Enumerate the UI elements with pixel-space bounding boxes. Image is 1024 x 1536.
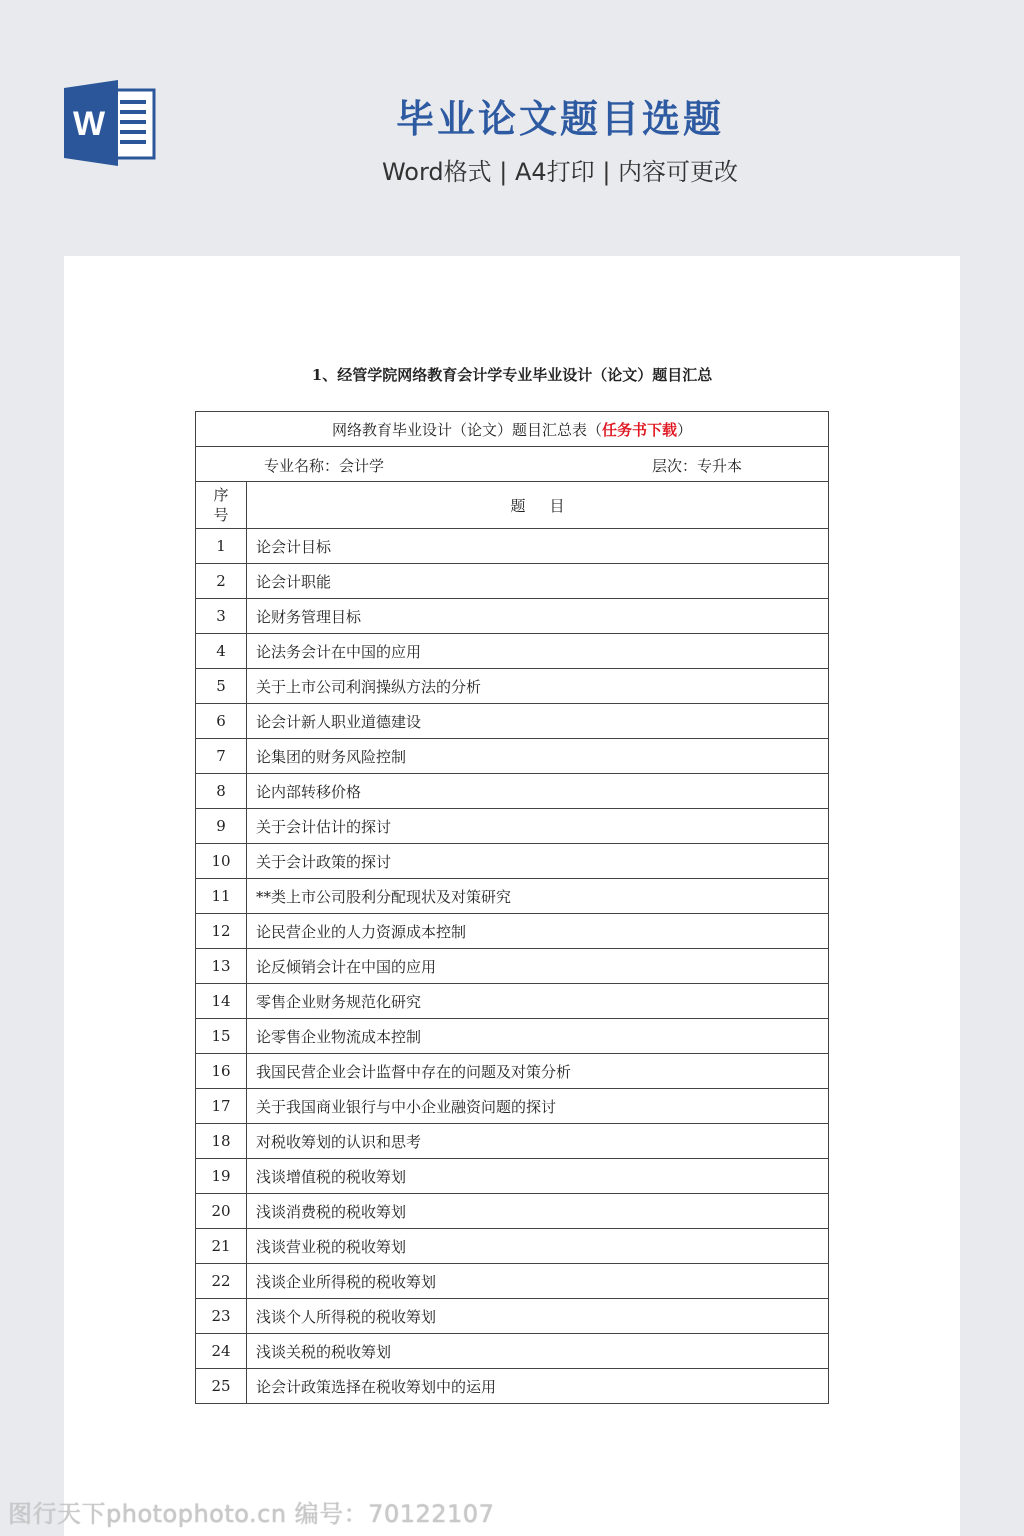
table-header-row bbox=[196, 482, 829, 529]
table-info-cell bbox=[196, 447, 829, 482]
header-topic-part2: 目 bbox=[549, 496, 565, 515]
row-number: 12 bbox=[196, 914, 247, 949]
row-topic: 浅谈增值税的税收筹划 bbox=[247, 1159, 829, 1194]
row-topic: 论集团的财务风险控制 bbox=[247, 739, 829, 774]
degree-level: 层次：专升本 bbox=[652, 457, 743, 475]
header-topic-part1: 题 bbox=[510, 496, 526, 515]
table-row bbox=[196, 774, 829, 809]
row-topic: 论财务管理目标 bbox=[247, 599, 829, 634]
table-row bbox=[196, 879, 829, 914]
row-number: 5 bbox=[196, 669, 247, 704]
table-caption-row bbox=[196, 412, 829, 447]
table-row bbox=[196, 844, 829, 879]
table-row bbox=[196, 1334, 829, 1369]
row-topic: 论民营企业的人力资源成本控制 bbox=[247, 914, 829, 949]
row-number: 19 bbox=[196, 1159, 247, 1194]
row-topic: 零售企业财务规范化研究 bbox=[247, 984, 829, 1019]
header-number-line1: 序 bbox=[213, 486, 229, 504]
row-topic: 关于我国商业银行与中小企业融资问题的探讨 bbox=[247, 1089, 829, 1124]
row-number: 24 bbox=[196, 1334, 247, 1369]
row-number: 13 bbox=[196, 949, 247, 984]
table-row bbox=[196, 949, 829, 984]
table-row bbox=[196, 809, 829, 844]
row-number: 4 bbox=[196, 634, 247, 669]
header-number-line2: 号 bbox=[213, 506, 229, 524]
row-number: 8 bbox=[196, 774, 247, 809]
word-logo-icon bbox=[64, 80, 156, 166]
table-row bbox=[196, 599, 829, 634]
table-row bbox=[196, 1089, 829, 1124]
row-number: 3 bbox=[196, 599, 247, 634]
row-number: 14 bbox=[196, 984, 247, 1019]
table-info-row bbox=[196, 447, 829, 482]
banner-subtitle: Word格式 | A4打印 | 内容可更改 bbox=[381, 158, 739, 186]
row-topic: 论会计新人职业道德建设 bbox=[247, 704, 829, 739]
row-topic: **类上市公司股利分配现状及对策研究 bbox=[247, 879, 829, 914]
major-name: 专业名称：会计学 bbox=[264, 457, 385, 475]
row-number: 11 bbox=[196, 879, 247, 914]
row-number: 16 bbox=[196, 1054, 247, 1089]
table-row bbox=[196, 1229, 829, 1264]
table-row bbox=[196, 529, 829, 564]
row-topic: 浅谈个人所得税的税收筹划 bbox=[247, 1299, 829, 1334]
row-topic: 论会计目标 bbox=[247, 529, 829, 564]
table-row bbox=[196, 914, 829, 949]
topics-table bbox=[195, 411, 829, 1404]
row-number: 21 bbox=[196, 1229, 247, 1264]
table-row bbox=[196, 1054, 829, 1089]
row-topic: 关于会计估计的探讨 bbox=[247, 809, 829, 844]
row-topic: 我国民营企业会计监督中存在的问题及对策分析 bbox=[247, 1054, 829, 1089]
row-number: 18 bbox=[196, 1124, 247, 1159]
task-book-download-link[interactable]: 任务书下载 bbox=[602, 420, 678, 439]
table-row bbox=[196, 564, 829, 599]
table-row bbox=[196, 1124, 829, 1159]
row-number: 23 bbox=[196, 1299, 247, 1334]
row-number: 22 bbox=[196, 1264, 247, 1299]
caption-prefix: 网络教育毕业设计（论文）题目汇总表（ bbox=[331, 420, 602, 439]
row-topic: 浅谈消费税的税收筹划 bbox=[247, 1194, 829, 1229]
row-number: 7 bbox=[196, 739, 247, 774]
row-topic: 关于上市公司利润操纵方法的分析 bbox=[247, 669, 829, 704]
table-row bbox=[196, 739, 829, 774]
table-row bbox=[196, 1369, 829, 1404]
table-row bbox=[196, 1299, 829, 1334]
row-topic: 论会计职能 bbox=[247, 564, 829, 599]
row-topic: 关于会计政策的探讨 bbox=[247, 844, 829, 879]
watermark: 图行天下photophoto.cn 编号：70122107 bbox=[8, 1500, 495, 1528]
table-row bbox=[196, 1019, 829, 1054]
header-number bbox=[196, 482, 247, 529]
row-topic: 论反倾销会计在中国的应用 bbox=[247, 949, 829, 984]
row-number: 10 bbox=[196, 844, 247, 879]
row-topic: 浅谈营业税的税收筹划 bbox=[247, 1229, 829, 1264]
table-row bbox=[196, 984, 829, 1019]
table-row bbox=[196, 704, 829, 739]
row-topic: 论会计政策选择在税收筹划中的运用 bbox=[247, 1369, 829, 1404]
document-heading: 1、经管学院网络教育会计学专业毕业设计（论文）题目汇总 bbox=[311, 366, 713, 384]
row-number: 25 bbox=[196, 1369, 247, 1404]
row-topic: 论法务会计在中国的应用 bbox=[247, 634, 829, 669]
row-topic: 浅谈企业所得税的税收筹划 bbox=[247, 1264, 829, 1299]
row-number: 20 bbox=[196, 1194, 247, 1229]
row-number: 9 bbox=[196, 809, 247, 844]
row-topic: 论内部转移价格 bbox=[247, 774, 829, 809]
row-number: 15 bbox=[196, 1019, 247, 1054]
row-topic: 论零售企业物流成本控制 bbox=[247, 1019, 829, 1054]
row-number: 6 bbox=[196, 704, 247, 739]
row-topic: 对税收筹划的认识和思考 bbox=[247, 1124, 829, 1159]
table-row bbox=[196, 634, 829, 669]
table-row bbox=[196, 1194, 829, 1229]
table-row bbox=[196, 1159, 829, 1194]
row-number: 1 bbox=[196, 529, 247, 564]
caption-suffix: ） bbox=[677, 420, 693, 439]
word-logo-letter: W bbox=[72, 105, 106, 143]
banner-title: 毕业论文题目选题 bbox=[395, 97, 724, 141]
table-caption bbox=[196, 412, 829, 447]
banner bbox=[0, 0, 1024, 256]
table-row bbox=[196, 1264, 829, 1299]
table-row bbox=[196, 669, 829, 704]
row-number: 17 bbox=[196, 1089, 247, 1124]
header-topic bbox=[247, 482, 829, 529]
row-topic: 浅谈关税的税收筹划 bbox=[247, 1334, 829, 1369]
row-number: 2 bbox=[196, 564, 247, 599]
